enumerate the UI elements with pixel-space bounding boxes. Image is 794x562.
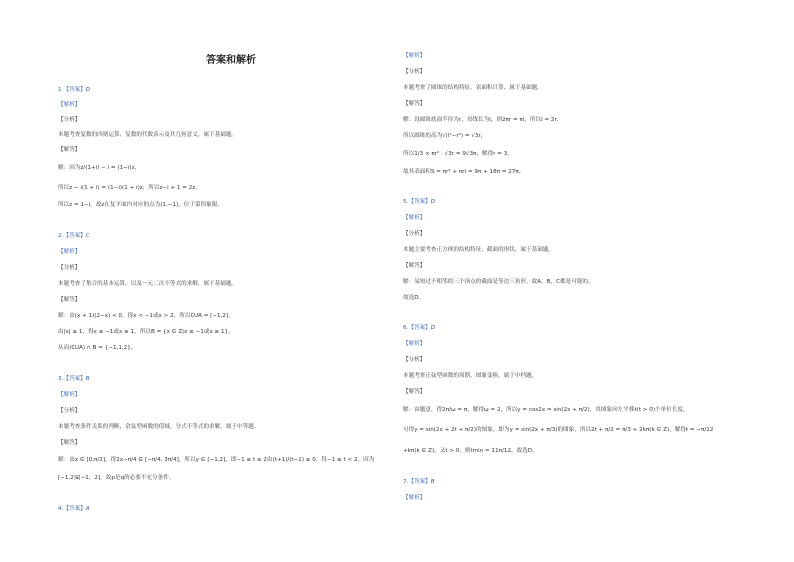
q7-answer-tag: 【答案】: [408, 479, 431, 485]
q5-answer: D: [430, 199, 436, 205]
q3-fenxi: 本题考查条件关系的判断，余弦型函数的值域，分式不等式的求解，属于中等题。: [58, 424, 260, 430]
q7-answer: B: [430, 479, 435, 485]
q6-number: 6.: [403, 325, 409, 331]
q6-step-1: 解：由题意，得2π/ω = π，解得ω = 2，所以y = cos2x = sin(2x + π/2)，其图象向左平移t(t > 0)个单位长度，: [403, 407, 689, 413]
q4-jieda-tag: 【解答】: [403, 101, 426, 107]
q3-step-2: [−1,2)⫋[−1，2]，故p是q的必要不充分条件。: [58, 475, 175, 481]
q3-analysis-tag: 【解析】: [58, 392, 81, 398]
q2-answer-line: [58, 232, 90, 240]
q4-step-1: 解：设圆锥底面半径为r，母线长为l，则2πr = πl，所以l = 2r，: [403, 117, 563, 123]
q2-answer: C: [85, 233, 90, 239]
q4-answer: A: [85, 506, 90, 512]
q5-fenxi-tag: 【分析】: [403, 231, 426, 237]
q4-answer-tag: 【答案】: [63, 506, 86, 512]
q3-answer-line: [58, 375, 90, 383]
q4-number: 4.: [58, 506, 64, 512]
q6-step-2: 可得y = sin(2x + 2t + π/2)的图象，即为y = sin(2x + π/3)的图象，所以2t + π/2 = π/3 + 2kπ(k ∈ Z)，解得t = −π/12: [403, 427, 714, 433]
q4-fenxi-tag: 【分析】: [403, 69, 426, 75]
q1-step-2: 所以z − i(1 + i) = (1−i)(1 + i)z，所以z−i + 1 = 2z，: [58, 185, 201, 191]
q1-number: 1.: [58, 87, 64, 93]
q1-fenxi: 本题考查复数的四则运算、复数的代数表示及其几何意义，属于基础题。: [58, 132, 238, 138]
q5-answer-line: [403, 198, 435, 206]
q2-step-2: 由|x| ≥ 1，得x ≤ −1或x ≥ 1，所以B = {x ∈ Z|x ≤ −1或x ≥ 1}，: [58, 329, 234, 335]
q1-step-1: 解：因为z/(1+i) − i = (1−i)z，: [58, 165, 141, 171]
q5-number: 5.: [403, 199, 409, 205]
q6-analysis-tag: 【解析】: [403, 341, 426, 347]
q6-answer-tag: 【答案】: [408, 325, 431, 331]
q6-answer-line: [403, 324, 435, 332]
q2-step-3: 从而(∁UA) ∩ B = {−1,1,2}。: [58, 345, 137, 351]
q4-fenxi: 本题考查了圆锥的结构特征，表面积计算，属于基础题。: [403, 85, 543, 91]
q3-answer-tag: 【答案】: [63, 376, 86, 382]
q1-answer: D: [85, 87, 91, 93]
q4-step-2: 所以圆锥的高为√(l²−r²) = √3r，: [403, 133, 487, 139]
q5-step-2: 故选D。: [403, 295, 425, 301]
q1-analysis-tag: 【解析】: [58, 102, 81, 108]
q4-step-4: 故其表面积S = πr² + πrl = 9π + 18π = 27π。: [403, 169, 525, 175]
q5-fenxi: 本题主要考查正方体的结构特征，截面的形状，属于基础题。: [403, 247, 555, 253]
q5-jieda-tag: 【解答】: [403, 263, 426, 269]
q2-fenxi-tag: 【分析】: [58, 265, 81, 271]
q2-number: 2.: [58, 233, 64, 239]
q2-answer-tag: 【答案】: [63, 233, 86, 239]
q3-number: 3.: [58, 376, 64, 382]
q3-answer: B: [85, 376, 90, 382]
q6-fenxi-tag: 【分析】: [403, 357, 426, 363]
q4-analysis-tag: 【解析】: [403, 53, 426, 59]
q3-jieda-tag: 【解答】: [58, 440, 81, 446]
q2-fenxi: 本题考查了集合的基本运算，以及一元二次不等式的求解，属于基础题。: [58, 281, 238, 287]
q2-step-1: 解：由(x + 1)(2−x) < 0，得x < −1或x > 2，所以∁UA = [−1,2]，: [58, 313, 234, 319]
q1-jieda-tag: 【解答】: [58, 147, 81, 153]
q1-answer-tag: 【答案】: [63, 87, 86, 93]
page-title: 答案和解析: [206, 55, 256, 66]
q7-answer-line: [403, 478, 435, 486]
q4-step-3: 所以1/3 × πr² · √3r = 9√3π，解得r = 3，: [403, 151, 513, 157]
q5-answer-tag: 【答案】: [408, 199, 431, 205]
q6-jieda-tag: 【解答】: [403, 389, 426, 395]
q5-analysis-tag: 【解析】: [403, 215, 426, 221]
q3-fenxi-tag: 【分析】: [58, 408, 81, 414]
q3-step-1: 解：由x ∈ [0,π/2]，得2x−π/4 ∈ [−π/4, 3π/4]，所以y ∈ [−1,2]，即−1 ≤ t ≤ 2由(t+1)/(t−2) ≤ 0，得−1 ≤ t < 2，因为: [58, 457, 375, 463]
q2-jieda-tag: 【解答】: [58, 297, 81, 303]
q1-answer-line: [58, 86, 90, 94]
q6-answer: D: [430, 325, 436, 331]
q6-fenxi: 本题考查正弦型函数的周期、图象变换，属于中档题。: [403, 373, 538, 379]
q7-number: 7.: [403, 479, 409, 485]
q1-step-3: 所以z = 1−i，故z在复平面内对应的点为(1,−1)，位于第四象限。: [58, 202, 223, 208]
q2-analysis-tag: 【解析】: [58, 249, 81, 255]
q1-fenxi-tag: 【分析】: [58, 117, 81, 123]
q5-step-1: 解：易知过不相邻的三个顶点的截面是等边三角形，故A，B，C都是可能的。: [403, 279, 594, 285]
q7-analysis-tag: 【解析】: [403, 495, 426, 501]
q4-answer-line: [58, 505, 90, 513]
q6-step-3: +kπ(k ∈ Z)，又t > 0，则tmin = 11π/12，故选D。: [403, 448, 538, 454]
